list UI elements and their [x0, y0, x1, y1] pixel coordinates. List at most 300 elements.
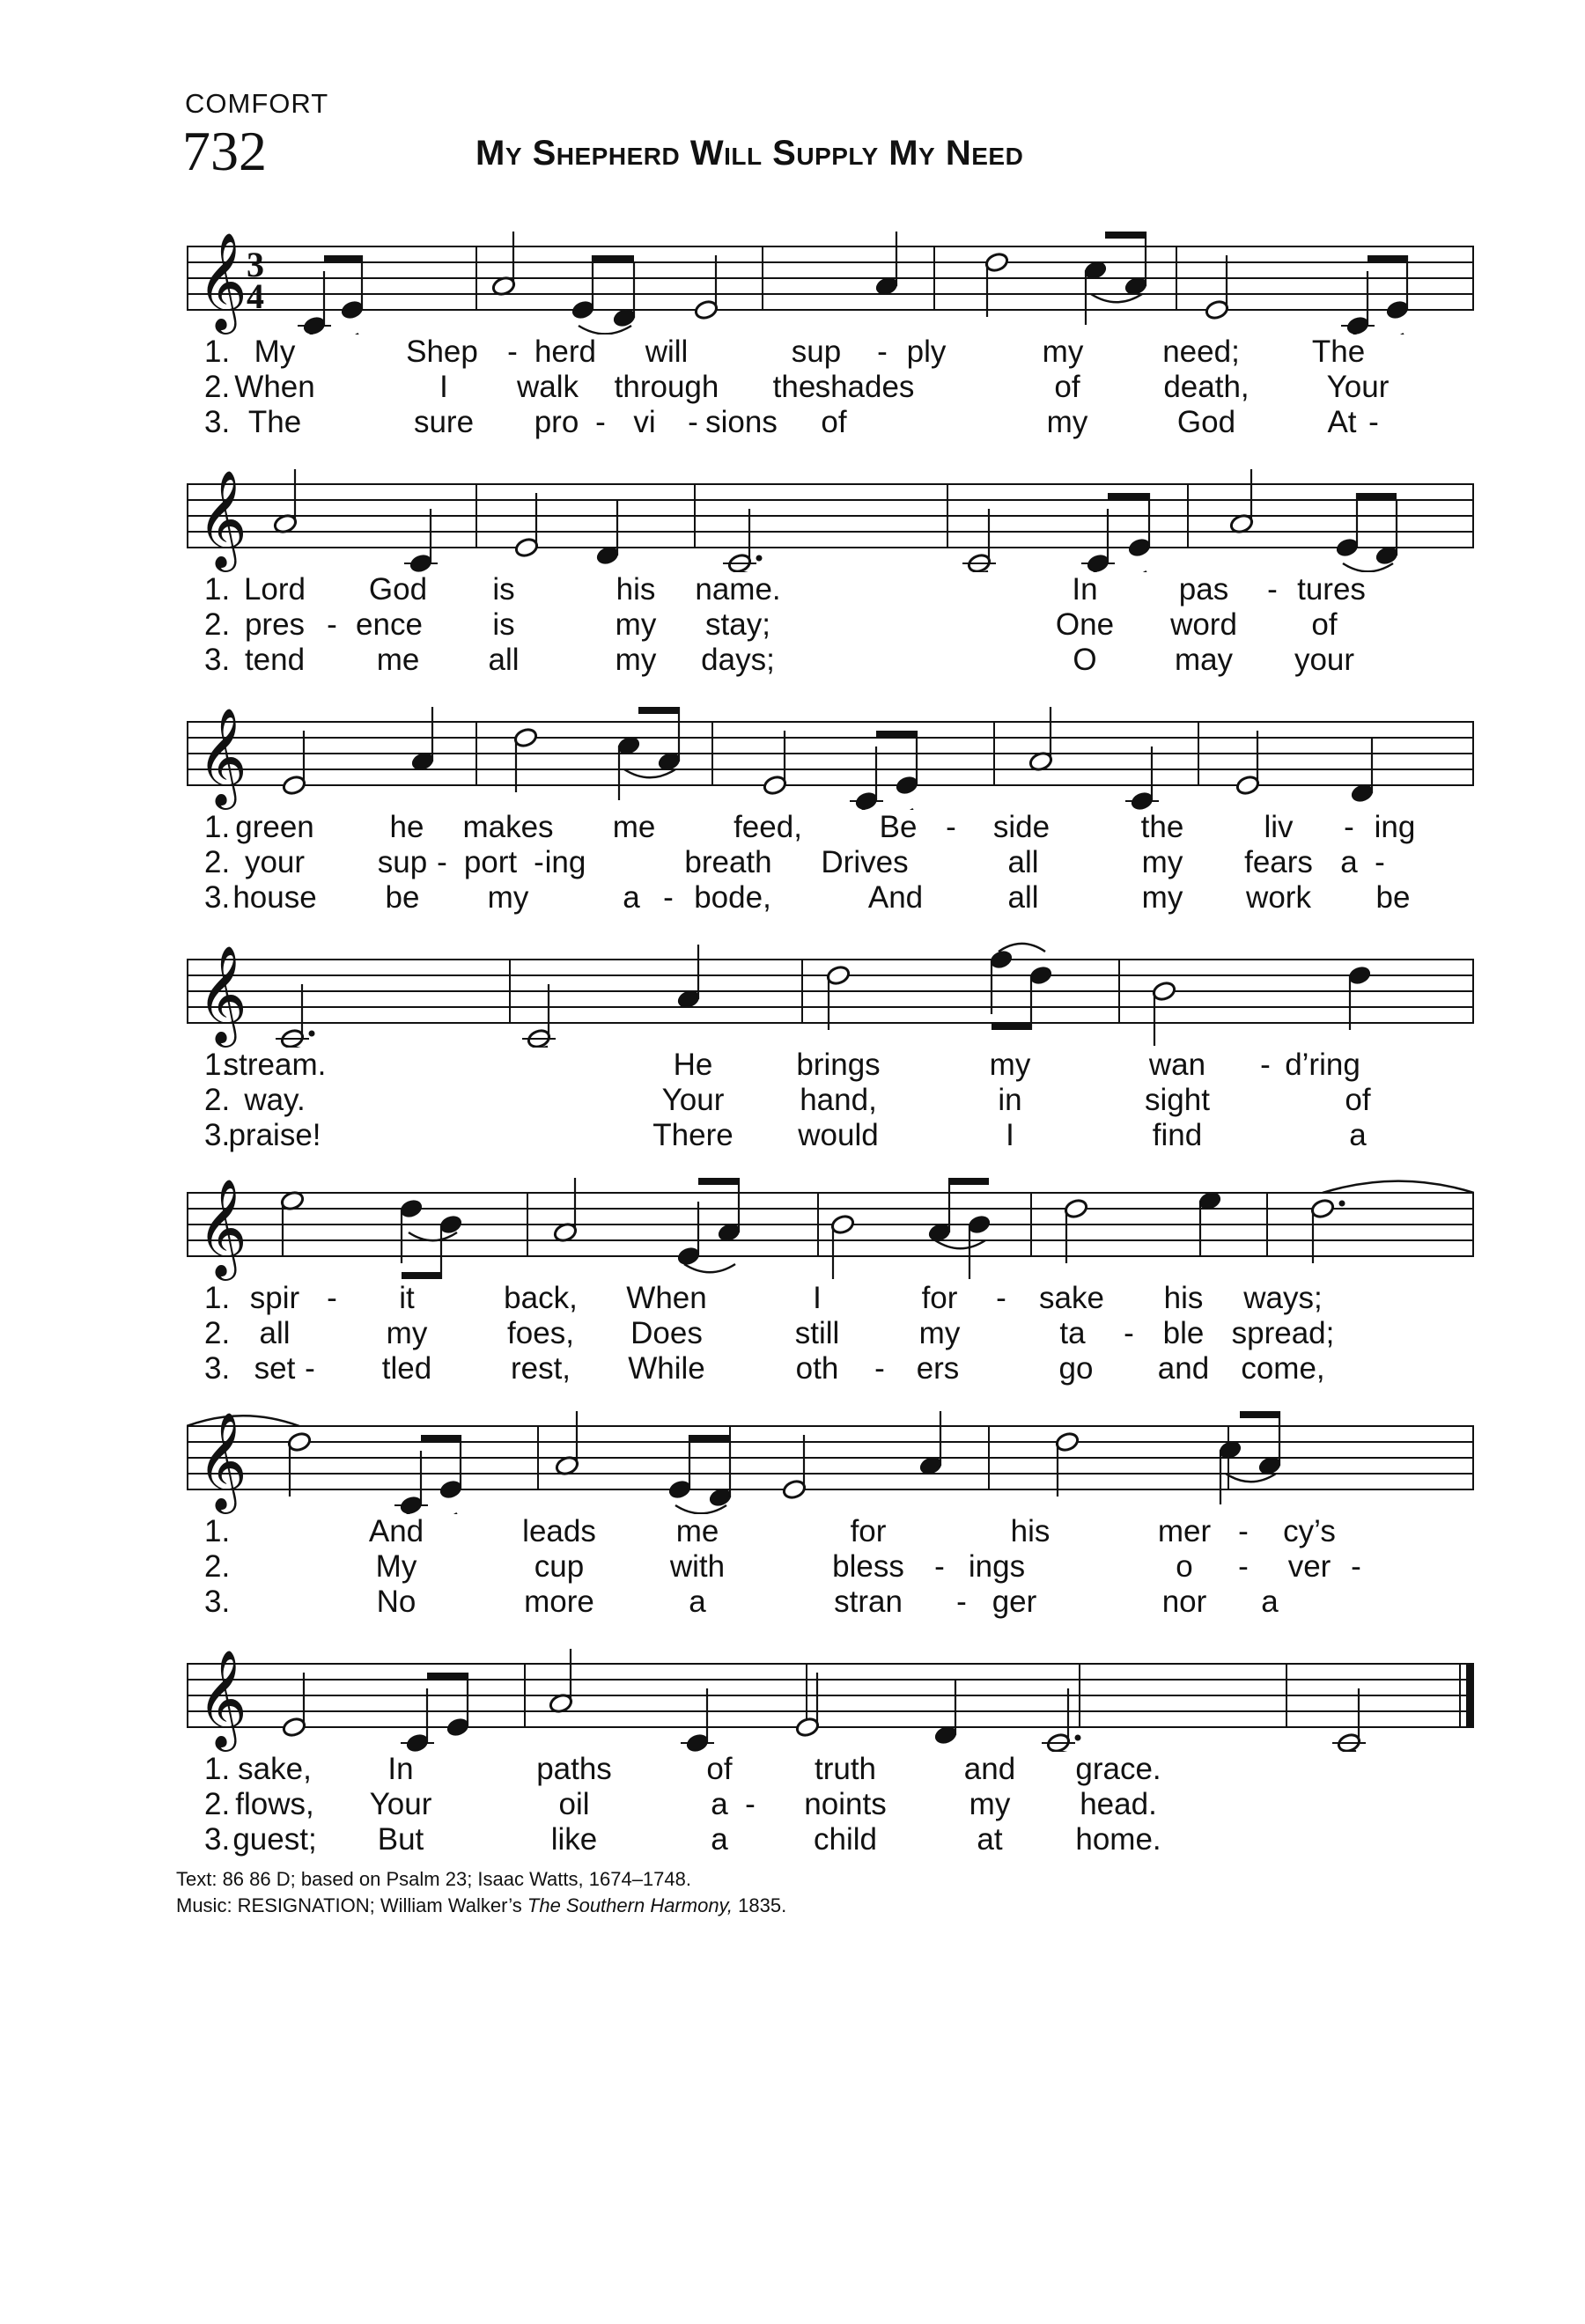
note [282, 1673, 307, 1738]
lyric-syllable: Your [369, 1787, 432, 1821]
lyric-line-verse-1 [187, 1048, 1474, 1083]
slur [1226, 1474, 1276, 1482]
beam [689, 1435, 730, 1442]
lyric-syllable: guest; [232, 1822, 317, 1857]
lyric-syllable: nor [1161, 1585, 1207, 1619]
lyric-syllable: may [1174, 643, 1234, 677]
verse-number: 2. [204, 1083, 231, 1117]
beam [698, 1178, 739, 1185]
lyric-syllable: go [1058, 1351, 1094, 1386]
note [446, 1673, 471, 1738]
lyric-syllable: the [1140, 810, 1184, 844]
lyric-syllable: ply [906, 335, 947, 369]
lyric-syllable: my [989, 1048, 1031, 1082]
note [282, 731, 307, 796]
lyric-syllable: still [794, 1316, 840, 1350]
verse-number: 2. [204, 845, 231, 879]
note [1064, 1198, 1089, 1263]
note [273, 469, 299, 534]
note [401, 1688, 434, 1752]
lyric-syllable: and [1157, 1351, 1210, 1386]
note [1152, 981, 1177, 1046]
note [410, 707, 436, 772]
lyric-syllable: all [1007, 845, 1039, 879]
music-credit-suffix: 1835. [733, 1894, 787, 1916]
note [555, 1411, 580, 1476]
music-system-4 [187, 933, 1474, 1162]
lyric-syllable: o [1176, 1549, 1193, 1584]
lyric-syllable: Shep [406, 335, 478, 369]
syllable-hyphen: - [305, 1351, 315, 1386]
lyric-syllable: sight [1145, 1083, 1210, 1117]
lyric-syllable: of [706, 1752, 733, 1786]
note [989, 949, 1014, 1014]
note [595, 501, 621, 566]
syllable-hyphen: - [327, 1281, 337, 1315]
note [826, 965, 851, 1030]
lyric-syllable: stay; [705, 607, 770, 642]
lyric-syllable: cy’s [1283, 1514, 1336, 1548]
lyric-syllable: herd [534, 335, 597, 369]
syllable-hyphen: - [1351, 1549, 1361, 1584]
note [1235, 731, 1261, 796]
lyric-syllable: pres [244, 607, 306, 642]
lyric-syllable: of [1054, 370, 1080, 404]
lyric-syllable: bless [832, 1549, 904, 1584]
note [553, 1178, 579, 1243]
lyric-syllable: I [439, 370, 448, 404]
lyric-syllable: sup [791, 335, 842, 369]
note [340, 255, 365, 320]
lyric-syllable: it [399, 1281, 415, 1315]
note [763, 731, 788, 796]
verse-number: 1. [204, 1752, 231, 1786]
note [1347, 965, 1373, 1030]
verse-number: 1. [204, 1281, 231, 1315]
lyric-syllable: is [492, 572, 515, 607]
lyric-syllable: child [814, 1822, 877, 1857]
lyric-syllable: side [992, 810, 1051, 844]
lyric-syllable: flows, [235, 1787, 314, 1821]
note [1385, 255, 1411, 320]
syllable-hyphen: - [1375, 845, 1385, 879]
lyric-syllable: need; [1162, 335, 1240, 369]
lyric-syllable: brings [796, 1048, 881, 1082]
lyric-syllable: But [377, 1822, 424, 1857]
treble-clef-icon: 𝄞 [197, 945, 247, 1043]
lyric-syllable: And [368, 1514, 424, 1548]
lyric-syllable: grace. [1075, 1752, 1161, 1786]
treble-clef-icon: 𝄞 [197, 707, 247, 805]
note [1028, 965, 1054, 1030]
verse-number: 1. [204, 1514, 231, 1548]
lyric-syllable: find [1152, 1118, 1203, 1152]
lyric-syllable: of [1345, 1083, 1371, 1117]
lyric-line-verse-1 [187, 335, 1474, 370]
music-system-1 [187, 220, 1474, 449]
lyric-syllable: come, [1241, 1351, 1325, 1386]
verse-number: 1. [204, 335, 231, 369]
hymn-title: My Shepherd Will Supply My Need [476, 134, 1024, 173]
lyric-syllable: ing [544, 845, 586, 879]
time-signature-bottom: 4 [247, 276, 264, 316]
note [439, 1214, 464, 1279]
lyric-syllable: stream. [223, 1048, 327, 1082]
final-barline-thick [1466, 1664, 1474, 1727]
lyric-syllable: ger [992, 1585, 1037, 1619]
note [927, 1178, 953, 1243]
note [1341, 271, 1375, 335]
music-credit-source: The Southern Harmony, [527, 1894, 734, 1916]
note [1350, 739, 1375, 804]
lyric-syllable: my [969, 1787, 1011, 1821]
note [962, 509, 996, 572]
lyric-syllable: my [615, 607, 657, 642]
note [708, 1443, 734, 1508]
lyric-syllable: No [376, 1585, 417, 1619]
lyric-syllable: death, [1163, 370, 1250, 404]
section-label: COMFORT [185, 88, 329, 119]
lyric-syllable: my [1042, 335, 1084, 369]
lyric-syllable: be [1375, 880, 1411, 915]
lyric-syllable: feed, [734, 810, 802, 844]
lyric-syllable: will [645, 335, 689, 369]
note [404, 509, 438, 572]
note [1332, 1688, 1366, 1752]
note [1257, 1411, 1283, 1476]
syllable-hyphen: - [1267, 572, 1278, 607]
syllable-hyphen: - [934, 1549, 945, 1584]
note [1205, 255, 1230, 320]
lyric-syllable: I [813, 1281, 822, 1315]
note [1124, 232, 1149, 297]
note [616, 735, 642, 800]
syllable-hyphen: - [688, 405, 698, 439]
note [676, 1202, 702, 1267]
syllable-hyphen: - [745, 1787, 756, 1821]
lyric-syllable: cup [534, 1549, 585, 1584]
note [549, 1649, 574, 1714]
lyric-line-verse-3 [187, 1822, 1474, 1857]
lyric-syllable: wan [1148, 1048, 1206, 1082]
beam [638, 707, 679, 714]
note [1042, 1688, 1081, 1752]
lyric-syllable: back, [504, 1281, 578, 1315]
verse-number: 3. [204, 643, 231, 677]
lyric-syllable: his [616, 572, 656, 607]
music-system-7 [187, 1637, 1474, 1866]
lyric-syllable: a [1349, 1118, 1367, 1152]
lyric-line-verse-3 [187, 405, 1474, 440]
lyric-syllable: The [1311, 335, 1366, 369]
note [874, 232, 900, 297]
lyric-syllable: my [1046, 405, 1088, 439]
lyric-syllable: of [821, 405, 847, 439]
note [676, 945, 702, 1010]
note [612, 263, 638, 328]
staff-3 [187, 695, 1474, 810]
beam [402, 1272, 441, 1279]
lyric-syllable: his [1163, 1281, 1204, 1315]
staff-5 [187, 1166, 1474, 1281]
staff-2 [187, 458, 1474, 572]
note [1375, 501, 1400, 566]
lyric-syllable: tled [381, 1351, 432, 1386]
lyric-syllable: a [1340, 845, 1358, 879]
lyric-syllable: me [612, 810, 656, 844]
music-system-3 [187, 695, 1474, 924]
staff-7 [187, 1637, 1474, 1752]
text-credit: Text: 86 86 D; based on Psalm 23; Isaac Watts, 1674–1748. [176, 1868, 691, 1890]
beam [1368, 255, 1407, 262]
treble-clef-icon: 𝄞 [197, 1178, 247, 1276]
treble-clef-icon: 𝄞 [197, 1649, 247, 1747]
slur [684, 1264, 735, 1272]
lyric-syllable: Your [661, 1083, 725, 1117]
lyric-line-verse-2 [187, 845, 1474, 880]
verse-number: 3. [204, 1585, 231, 1619]
time-signature-top: 3 [247, 245, 264, 284]
lyric-syllable: at [977, 1822, 1003, 1857]
lyric-syllable: rest, [510, 1351, 571, 1386]
slur [579, 326, 631, 334]
syllable-hyphen: - [1260, 1048, 1271, 1082]
lyric-line-verse-3 [187, 1585, 1474, 1620]
syllable-hyphen: - [996, 1281, 1006, 1315]
lyric-syllable: liv [1264, 810, 1294, 844]
staff-6 [187, 1400, 1474, 1514]
lyric-line-verse-2 [187, 1083, 1474, 1118]
syllable-hyphen: - [595, 405, 606, 439]
note [287, 1431, 313, 1497]
verse-number: 1. [204, 572, 231, 607]
note [491, 232, 517, 297]
lyric-syllable: leads [522, 1514, 596, 1548]
lyric-syllable: sake, [238, 1752, 312, 1786]
lyric-syllable: Be [879, 810, 918, 844]
lyric-syllable: all [488, 643, 520, 677]
lyric-syllable: d’ring [1285, 1048, 1360, 1082]
syllable-hyphen: - [874, 1351, 885, 1386]
lyric-syllable: my [615, 643, 657, 677]
lyric-syllable: head. [1080, 1787, 1157, 1821]
lyric-syllable: fears [1244, 845, 1313, 879]
lyric-syllable: tend [244, 643, 306, 677]
lyric-syllable: Does [630, 1316, 703, 1350]
lyric-line-verse-3 [187, 1351, 1474, 1386]
verse-number: 2. [204, 1316, 231, 1350]
beam [949, 1178, 989, 1185]
note [681, 1688, 714, 1752]
lyric-syllable: pro [534, 405, 579, 439]
lyric-syllable: walk [516, 370, 579, 404]
lyric-syllable: the [772, 370, 816, 404]
lyric-syllable: My [254, 335, 296, 369]
hymn-number: 732 [182, 120, 267, 182]
music-system-2 [187, 458, 1474, 687]
lyric-line-verse-3 [187, 643, 1474, 678]
lyric-syllable: shades [815, 370, 915, 404]
note [984, 252, 1010, 317]
lyric-syllable: a [711, 1787, 728, 1821]
note [723, 509, 763, 572]
note [399, 1198, 424, 1263]
lyric-syllable: my [1141, 845, 1183, 879]
slur [1343, 563, 1393, 571]
lyric-syllable: The [247, 405, 302, 439]
lyric-syllable: all [259, 1316, 291, 1350]
lyric-line-verse-1 [187, 1514, 1474, 1549]
lyric-syllable: In [387, 1752, 414, 1786]
lyric-syllable: noints [804, 1787, 887, 1821]
syllable-hyphen: - [507, 335, 518, 369]
lyric-syllable: I [1006, 1118, 1014, 1152]
lyric-syllable: vi [633, 405, 656, 439]
note [694, 255, 719, 320]
music-system-5 [187, 1166, 1474, 1395]
slur [1323, 1181, 1474, 1193]
verse-number: 2. [204, 370, 231, 404]
music-credit-prefix: Music: RESIGNATION; William Walker’s [176, 1894, 527, 1916]
lyric-syllable: your [244, 845, 306, 879]
lyric-syllable: There [652, 1118, 734, 1152]
lyric-syllable: through [614, 370, 719, 404]
note [439, 1435, 464, 1500]
syllable-hyphen: - [534, 845, 544, 879]
lyric-line-verse-1 [187, 810, 1474, 845]
lyric-line-verse-2 [187, 607, 1474, 643]
verse-number: 3. [204, 1118, 231, 1152]
lyric-syllable: bode, [694, 880, 771, 915]
lyric-syllable: foes, [507, 1316, 574, 1350]
syllable-hyphen: - [327, 607, 337, 642]
lyric-line-verse-2 [187, 1549, 1474, 1585]
lyric-syllable: ence [356, 607, 423, 642]
lyric-syllable: set [254, 1351, 296, 1386]
lyric-syllable: port [463, 845, 518, 879]
note [830, 1214, 856, 1279]
note [1125, 746, 1159, 810]
lyric-syllable: While [628, 1351, 705, 1386]
note [657, 707, 682, 772]
slur [999, 944, 1045, 952]
lyric-syllable: name. [695, 572, 781, 607]
lyric-syllable: your [1294, 643, 1355, 677]
syllable-hyphen: - [1368, 405, 1379, 439]
beam [1105, 232, 1146, 239]
lyric-syllable: my [918, 1316, 961, 1350]
lyric-syllable: more [524, 1585, 594, 1619]
lyric-syllable: pas [1178, 572, 1229, 607]
syllable-hyphen: - [1238, 1549, 1249, 1584]
lyric-syllable: oil [558, 1787, 590, 1821]
note [717, 1178, 742, 1243]
note [933, 1680, 959, 1746]
lyric-syllable: tures [1297, 572, 1366, 607]
lyric-syllable: And [867, 880, 924, 915]
slur [675, 1505, 726, 1513]
lyric-line-verse-1 [187, 572, 1474, 607]
lyric-syllable: At [1327, 405, 1357, 439]
verse-number: 2. [204, 1787, 231, 1821]
lyric-syllable: paths [536, 1752, 612, 1786]
verse-number: 3. [204, 1351, 231, 1386]
slur [409, 1232, 457, 1240]
beam [324, 255, 362, 262]
syllable-hyphen: - [877, 335, 888, 369]
lyric-line-verse-1 [187, 1281, 1474, 1316]
lyric-syllable: with [669, 1549, 726, 1584]
lyric-syllable: My [375, 1549, 417, 1584]
lyric-syllable: ways; [1243, 1281, 1323, 1315]
lyric-syllable: Lord [243, 572, 306, 607]
note [276, 984, 315, 1048]
note [667, 1435, 693, 1500]
syllable-hyphen: - [663, 880, 674, 915]
lyric-syllable: me [376, 643, 420, 677]
lyric-syllable: and [963, 1752, 1016, 1786]
lyric-syllable: Drives [821, 845, 909, 879]
lyric-syllable: a [711, 1822, 728, 1857]
lyric-syllable: sions [705, 405, 778, 439]
lyric-syllable: of [1311, 607, 1338, 642]
lyric-line-verse-2 [187, 1787, 1474, 1822]
syllable-hyphen: - [1238, 1514, 1249, 1548]
lyric-syllable: ver [1287, 1549, 1331, 1584]
verse-number: 2. [204, 1549, 231, 1584]
lyric-syllable: stran [834, 1585, 903, 1619]
note [1198, 1190, 1223, 1255]
lyric-syllable: way. [244, 1083, 306, 1117]
note [571, 255, 596, 320]
lyric-syllable: he [389, 810, 424, 844]
slur [935, 1240, 985, 1248]
beam [421, 1435, 461, 1442]
lyric-syllable: home. [1075, 1822, 1161, 1857]
lyric-syllable: He [673, 1048, 713, 1082]
beam [876, 731, 917, 738]
music-credit [176, 1893, 786, 1919]
lyric-syllable: O [1073, 643, 1097, 677]
lyric-syllable: praise! [228, 1118, 321, 1152]
note [1218, 1439, 1243, 1504]
lyric-syllable: his [1010, 1514, 1051, 1548]
verse-number: 1. [204, 1048, 231, 1082]
lyric-syllable: ing [1374, 810, 1416, 844]
beam [1357, 493, 1397, 500]
note [918, 1411, 944, 1476]
slur [1091, 294, 1142, 302]
note [1083, 260, 1109, 325]
note [850, 746, 883, 810]
lyric-syllable: God [1176, 405, 1236, 439]
verse-number: 3. [204, 1822, 231, 1857]
lyric-line-verse-2 [187, 1316, 1474, 1351]
lyric-syllable: all [1007, 880, 1039, 915]
lyric-line-verse-3 [187, 880, 1474, 916]
staff-4 [187, 933, 1474, 1048]
lyric-syllable: a [689, 1585, 706, 1619]
note [1127, 493, 1153, 558]
lyric-syllable: spread; [1231, 1316, 1335, 1350]
lyric-syllable: word [1170, 607, 1237, 642]
note [280, 1190, 306, 1255]
lyric-syllable: ings [968, 1549, 1026, 1584]
lyric-syllable: in [998, 1083, 1022, 1117]
note [1335, 493, 1360, 558]
note [394, 1451, 428, 1514]
lyric-syllable: me [675, 1514, 719, 1548]
